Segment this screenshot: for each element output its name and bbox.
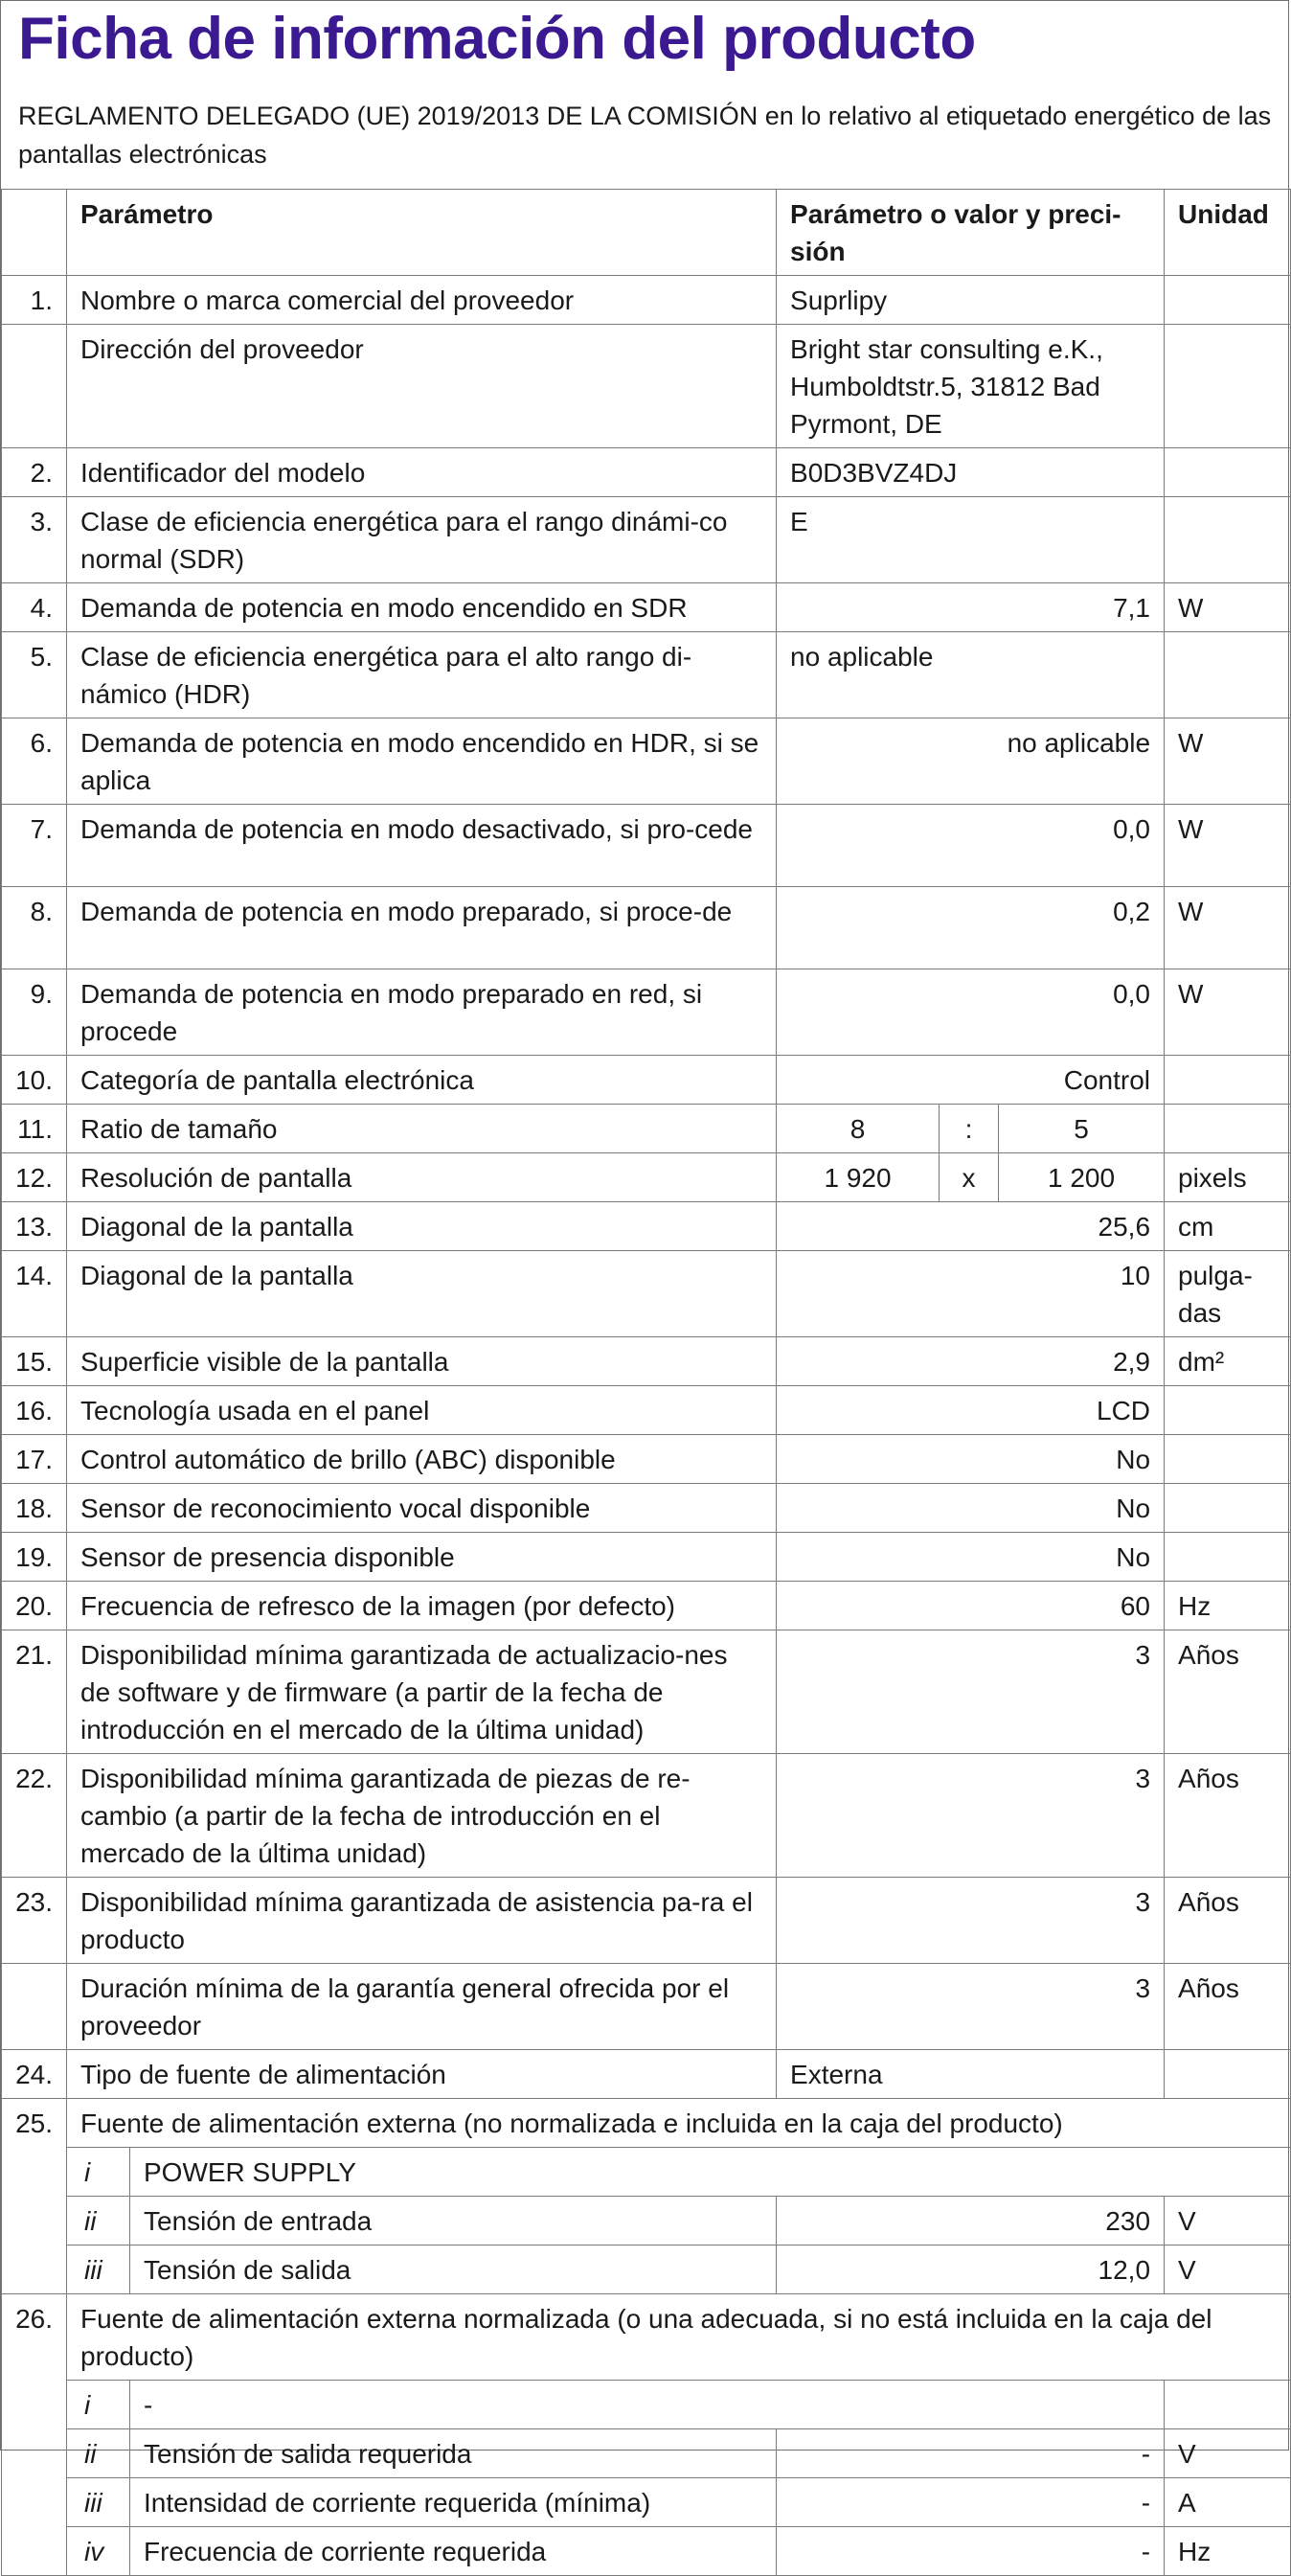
row-label: Clase de eficiencia energética para el rango dinámi-co normal (SDR): [67, 497, 777, 583]
row-number: 8.: [2, 887, 67, 969]
sub-row: [2, 2527, 1291, 2576]
row-unit: [1165, 2050, 1291, 2099]
sub-row-index: ii: [67, 2197, 130, 2245]
sub-row: [2, 2429, 1291, 2478]
table-row: [2, 1582, 1291, 1630]
row-number: 19.: [2, 1533, 67, 1582]
sub-row-value: -: [777, 2527, 1165, 2576]
row-unit: [1165, 497, 1291, 583]
sub-row-unit: [1165, 2381, 1291, 2429]
row-label: Disponibilidad mínima garantizada de actualizacio-nes de software y de firmware (a partir de la fecha de introducción en el mercado de la última unidad): [67, 1630, 777, 1754]
row-unit: [1165, 1435, 1291, 1484]
row-label: Tecnología usada en el panel: [67, 1386, 777, 1435]
row-value: No: [777, 1484, 1165, 1533]
row-value: Suprlipy: [777, 276, 1165, 325]
table-row: [2, 448, 1291, 497]
row-number: 16.: [2, 1386, 67, 1435]
row-value: 3: [777, 1630, 1165, 1754]
table-row: [2, 583, 1291, 632]
table-row: [2, 325, 1291, 448]
sub-row-unit: Hz: [1165, 2527, 1291, 2576]
row-label: Fuente de alimentación externa normalizada (o una adecuada, si no está incluida en la caja del producto): [67, 2294, 1291, 2381]
table-row: [2, 1202, 1291, 1251]
row-value: LCD: [777, 1386, 1165, 1435]
row-label: Sensor de presencia disponible: [67, 1533, 777, 1582]
row-unit: [1165, 1484, 1291, 1533]
row-unit: pulga-das: [1165, 1251, 1291, 1337]
table-row: [2, 1484, 1291, 1533]
table-row: [2, 1878, 1291, 1964]
row-number: 6.: [2, 718, 67, 805]
row-number: 1.: [2, 276, 67, 325]
sub-row-index: iv: [67, 2527, 130, 2576]
table-row: [2, 1964, 1291, 2050]
table-row: [2, 1533, 1291, 1582]
table-row: [2, 1056, 1291, 1105]
row-unit: W: [1165, 969, 1291, 1056]
row-unit: [1165, 1105, 1291, 1153]
header-num-cell: [2, 190, 67, 276]
row-unit: Años: [1165, 1630, 1291, 1754]
row-number: [2, 1964, 67, 2050]
row-value: No: [777, 1435, 1165, 1484]
row-number: 18.: [2, 1484, 67, 1533]
sub-row-index: ii: [67, 2429, 130, 2478]
row-unit: [1165, 1533, 1291, 1582]
sub-row-unit: A: [1165, 2478, 1291, 2527]
row-label: Dirección del proveedor: [67, 325, 777, 448]
sub-row-unit: V: [1165, 2245, 1291, 2294]
row-label: Demanda de potencia en modo encendido en HDR, si se aplica: [67, 718, 777, 805]
table-row: [2, 887, 1291, 969]
row-value: 25,6: [777, 1202, 1165, 1251]
table-row: [2, 276, 1291, 325]
sub-row-label: POWER SUPPLY: [130, 2148, 1291, 2197]
sub-row-value: 230: [777, 2197, 1165, 2245]
row-label: Demanda de potencia en modo preparado, si proce-de: [67, 887, 777, 969]
row-number: 9.: [2, 969, 67, 1056]
row-unit: Años: [1165, 1878, 1291, 1964]
row-value: 3: [777, 1964, 1165, 2050]
row-unit: [1165, 448, 1291, 497]
row-number: 22.: [2, 1754, 67, 1878]
row-label: Control automático de brillo (ABC) disponible: [67, 1435, 777, 1484]
row-number: 17.: [2, 1435, 67, 1484]
row-value: 10: [777, 1251, 1165, 1337]
row-value: 2,9: [777, 1337, 1165, 1386]
sub-row-value: 12,0: [777, 2245, 1165, 2294]
sub-row-index: iii: [67, 2245, 130, 2294]
row-label: Clase de eficiencia energética para el alto rango di-námico (HDR): [67, 632, 777, 718]
row-value: B0D3BVZ4DJ: [777, 448, 1165, 497]
row-label: Demanda de potencia en modo preparado en red, si procede: [67, 969, 777, 1056]
row-value: E: [777, 497, 1165, 583]
row-value: No: [777, 1533, 1165, 1582]
row-unit: W: [1165, 805, 1291, 887]
row-value: no aplicable: [777, 632, 1165, 718]
row-unit: W: [1165, 583, 1291, 632]
sub-row-value: -: [777, 2478, 1165, 2527]
row-number: 2.: [2, 448, 67, 497]
row-unit: Años: [1165, 1964, 1291, 2050]
table-row: [2, 2294, 1291, 2381]
table-row: [2, 1105, 1291, 1153]
table-header-row: [2, 190, 1291, 276]
sub-row: [2, 2245, 1291, 2294]
sub-row: [2, 2478, 1291, 2527]
row-number: 20.: [2, 1582, 67, 1630]
row-value: 60: [777, 1582, 1165, 1630]
table-row: [2, 1386, 1291, 1435]
table-row: [2, 1754, 1291, 1878]
row-number: 12.: [2, 1153, 67, 1202]
table-row: [2, 1153, 1291, 1202]
ratio-separator: :: [940, 1105, 999, 1153]
table-row: [2, 1630, 1291, 1754]
row-number: 13.: [2, 1202, 67, 1251]
row-label: Sensor de reconocimiento vocal disponible: [67, 1484, 777, 1533]
row-unit: cm: [1165, 1202, 1291, 1251]
row-label: Disponibilidad mínima garantizada de piezas de re-cambio (a partir de la fecha de introducción en el mercado de la última unidad): [67, 1754, 777, 1878]
row-value: no aplicable: [777, 718, 1165, 805]
sub-row-index: i: [67, 2148, 130, 2197]
row-label: Frecuencia de refresco de la imagen (por defecto): [67, 1582, 777, 1630]
sub-row: [2, 2381, 1291, 2429]
sub-row-index: iii: [67, 2478, 130, 2527]
sub-row: [2, 2197, 1291, 2245]
sub-row-value: -: [777, 2429, 1165, 2478]
sub-row: [2, 2148, 1291, 2197]
product-info-table: [1, 189, 1291, 2576]
sub-row-label: Frecuencia de corriente requerida: [130, 2527, 777, 2576]
row-number: 10.: [2, 1056, 67, 1105]
table-row: [2, 1435, 1291, 1484]
sub-row-unit: V: [1165, 2429, 1291, 2478]
table-row: [2, 718, 1291, 805]
row-value: 0,2: [777, 887, 1165, 969]
row-label: Categoría de pantalla electrónica: [67, 1056, 777, 1105]
row-unit: [1165, 325, 1291, 448]
row-unit: [1165, 1386, 1291, 1435]
table-row: [2, 497, 1291, 583]
row-label: Ratio de tamaño: [67, 1105, 777, 1153]
row-number: 25.: [2, 2099, 67, 2294]
sub-row-label: Tensión de entrada: [130, 2197, 777, 2245]
table-row: [2, 969, 1291, 1056]
table-row: [2, 1251, 1291, 1337]
resolution-height: 1 200: [999, 1153, 1165, 1202]
sub-row-label: Tensión de salida requerida: [130, 2429, 777, 2478]
row-number: 23.: [2, 1878, 67, 1964]
row-label: Fuente de alimentación externa (no normalizada e incluida en la caja del producto): [67, 2099, 1291, 2148]
sub-row-unit: V: [1165, 2197, 1291, 2245]
sub-row-label: Intensidad de corriente requerida (mínima): [130, 2478, 777, 2527]
row-value: Bright star consulting e.K., Humboldtstr.5, 31812 Bad Pyrmont, DE: [777, 325, 1165, 448]
row-label: Resolución de pantalla: [67, 1153, 777, 1202]
row-number: 15.: [2, 1337, 67, 1386]
sub-row-index: i: [67, 2381, 130, 2429]
row-unit: [1165, 1056, 1291, 1105]
row-number: [2, 325, 67, 448]
row-value: 3: [777, 1754, 1165, 1878]
row-value: 0,0: [777, 805, 1165, 887]
row-value: 7,1: [777, 583, 1165, 632]
row-number: 14.: [2, 1251, 67, 1337]
row-unit: [1165, 632, 1291, 718]
row-value: Control: [777, 1056, 1165, 1105]
row-number: 7.: [2, 805, 67, 887]
sub-row-label: -: [130, 2381, 1165, 2429]
row-unit: Años: [1165, 1754, 1291, 1878]
row-label: Superficie visible de la pantalla: [67, 1337, 777, 1386]
row-number: 5.: [2, 632, 67, 718]
row-value: 3: [777, 1878, 1165, 1964]
header-parameter: Parámetro: [67, 190, 777, 276]
row-label: Diagonal de la pantalla: [67, 1202, 777, 1251]
row-unit: [1165, 276, 1291, 325]
row-number: 4.: [2, 583, 67, 632]
row-unit: W: [1165, 887, 1291, 969]
resolution-separator: x: [940, 1153, 999, 1202]
row-label: Disponibilidad mínima garantizada de asistencia pa-ra el producto: [67, 1878, 777, 1964]
row-number: 24.: [2, 2050, 67, 2099]
row-unit: pixels: [1165, 1153, 1291, 1202]
row-unit: W: [1165, 718, 1291, 805]
row-value: 0,0: [777, 969, 1165, 1056]
header-unit: Unidad: [1165, 190, 1291, 276]
row-value: Externa: [777, 2050, 1165, 2099]
sub-row-label: Tensión de salida: [130, 2245, 777, 2294]
row-unit: dm²: [1165, 1337, 1291, 1386]
row-label: Demanda de potencia en modo desactivado, si pro-cede: [67, 805, 777, 887]
row-label: Identificador del modelo: [67, 448, 777, 497]
page-title: Ficha de información del producto: [18, 6, 976, 72]
table-row: [2, 1337, 1291, 1386]
row-unit: Hz: [1165, 1582, 1291, 1630]
header-value: Parámetro o valor y preci-sión: [777, 190, 1165, 276]
row-number: 21.: [2, 1630, 67, 1754]
row-label: Nombre o marca comercial del proveedor: [67, 276, 777, 325]
row-number: 11.: [2, 1105, 67, 1153]
table-row: [2, 805, 1291, 887]
regulation-subtitle: REGLAMENTO DELEGADO (UE) 2019/2013 DE LA COMISIÓN en lo relativo al etiquetado energético de las pantallas electrónicas: [18, 102, 1272, 169]
row-label: Demanda de potencia en modo encendido en SDR: [67, 583, 777, 632]
row-label: Duración mínima de la garantía general ofrecida por el proveedor: [67, 1964, 777, 2050]
resolution-width: 1 920: [777, 1153, 940, 1202]
row-number: 3.: [2, 497, 67, 583]
row-label: Diagonal de la pantalla: [67, 1251, 777, 1337]
ratio-height: 5: [999, 1105, 1165, 1153]
table-row: [2, 2099, 1291, 2148]
row-label: Tipo de fuente de alimentación: [67, 2050, 777, 2099]
row-number: 26.: [2, 2294, 67, 2576]
table-row: [2, 2050, 1291, 2099]
ratio-width: 8: [777, 1105, 940, 1153]
table-row: [2, 632, 1291, 718]
